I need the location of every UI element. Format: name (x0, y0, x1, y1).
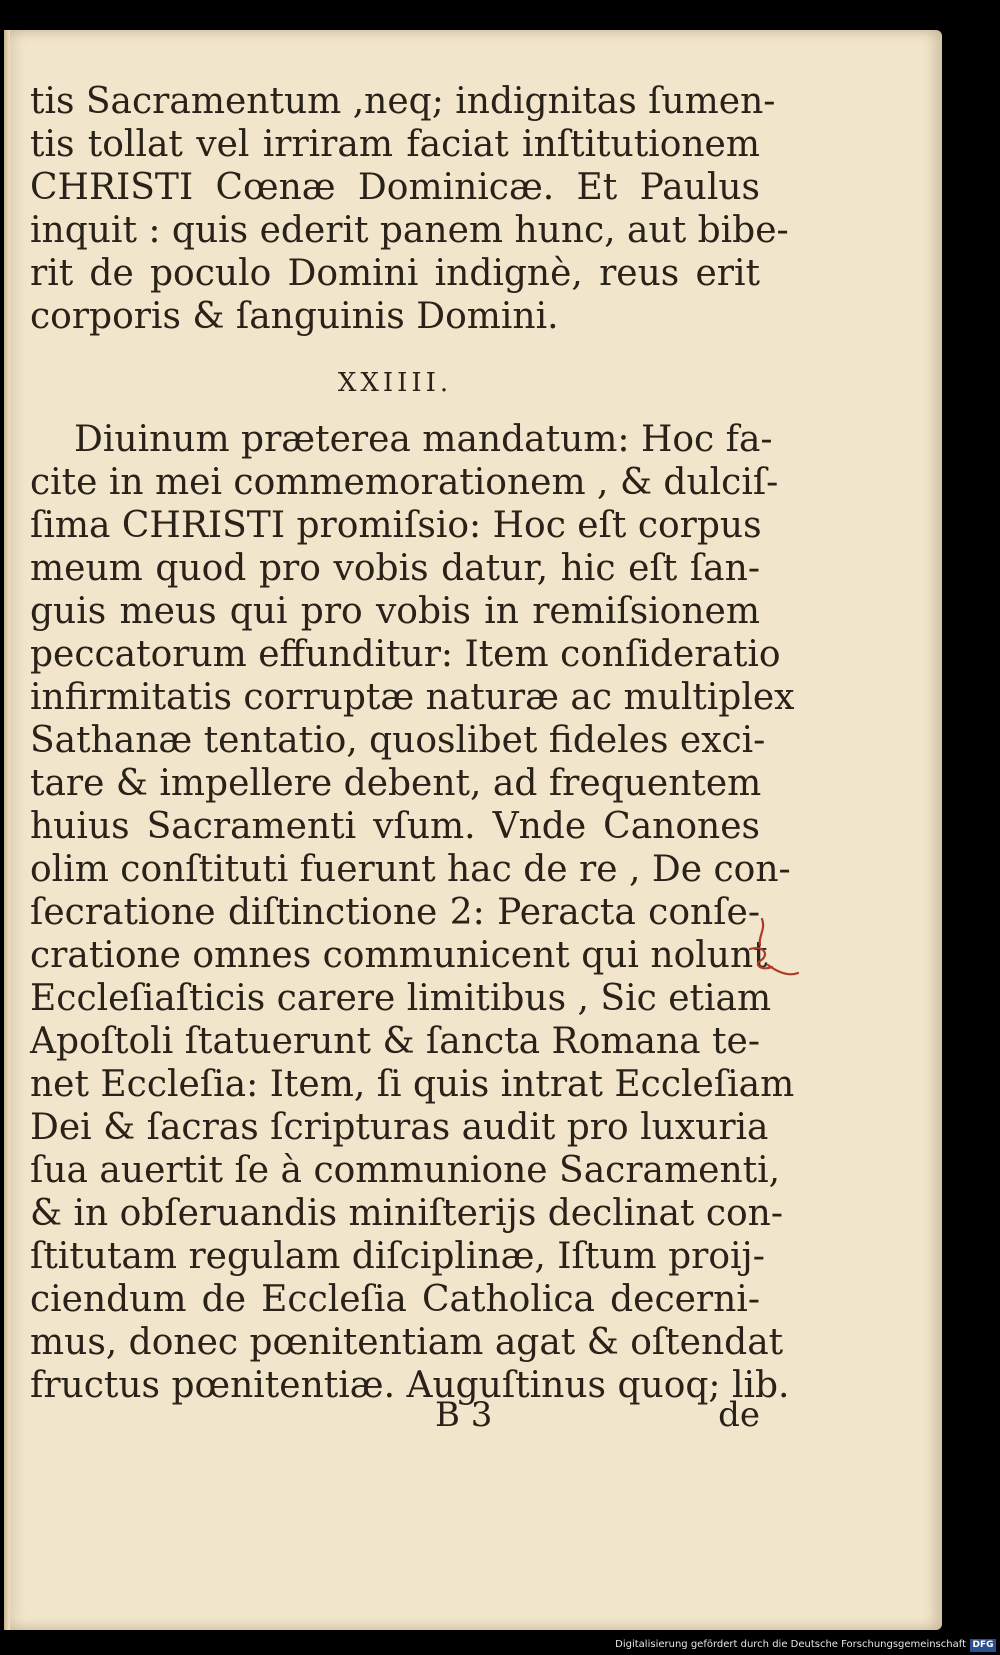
text-line: cratione omnes communicent qui nolunt (30, 935, 768, 976)
text-line: ſtitutam regulam diſciplinæ, Iſtum proij- (30, 1236, 765, 1277)
text-line: ſecratione diſtinctione 2: Peracta conſe- (30, 892, 760, 933)
signature-mark: B 3 (435, 1395, 493, 1435)
dfg-logo-icon: DFG (970, 1639, 996, 1652)
credit-text: Digitalisierung gefördert durch die Deutsche Forschungsgemeinschaft (615, 1639, 966, 1650)
text-line: mus, donec pœnitentiam agat & oſtendat (30, 1322, 784, 1363)
text-line: tis tollat vel irriram faciat inſtitutionem (30, 124, 760, 165)
text-line: Apoſtoli ſtatuerunt & ſancta Romana te- (30, 1021, 760, 1062)
page-gutter-edge (4, 30, 10, 1630)
text-line: cite in mei commemorationem , & dulciſ- (30, 462, 779, 503)
text-line: olim conſtituti fuerunt hac de re , De con- (30, 849, 791, 890)
text-line: peccatorum effunditur: Item conſideratio (30, 634, 781, 675)
page-footer-line (30, 1395, 760, 1438)
handwritten-marginal-mark (740, 915, 800, 1005)
text-line: & in obſeruandis miniſterijs declinat con- (30, 1193, 784, 1234)
text-line: Dei & ſacras ſcripturas audit pro luxuria (30, 1107, 769, 1148)
text-line: tare & impellere debent, ad frequentem (30, 763, 762, 804)
text-line: net Eccleſia: Item, ſi quis intrat Eccleſiam (30, 1064, 795, 1105)
text-line: Diuinum præterea mandatum: Hoc fa- (74, 419, 773, 460)
text-line: guis meus qui pro vobis in remiſsionem (30, 591, 760, 632)
text-line: Eccleſiaſticis carere limitibus , Sic etiam (30, 978, 772, 1019)
text-line: rit de poculo Domini indignè, reus erit (30, 253, 760, 294)
text-line: ſima CHRISTI promiſsio: Hoc eſt corpus (30, 505, 762, 546)
digitization-credit-bar (0, 1638, 1000, 1655)
text-line: corporis & ſanguinis Domini. (30, 296, 559, 337)
catchword: de (718, 1395, 760, 1435)
page-text-block (30, 80, 795, 1407)
text-line: meum quod pro vobis datur, hic eſt ſan- (30, 548, 760, 589)
text-line: ciendum de Eccleſia Catholica decerni- (30, 1279, 760, 1320)
text-line: CHRISTI Cœnæ Dominicæ. Et Paulus (30, 167, 760, 208)
text-line: infirmitatis corruptæ naturæ ac multiplex (30, 677, 795, 718)
text-line: tis Sacramentum ,neq; indignitas ſumen- (30, 81, 776, 122)
text-line: Sathanæ tentatio, quoslibet fideles exci- (30, 720, 766, 761)
text-line: huius Sacramenti vſum. Vnde Canones (30, 806, 760, 847)
text-line: inquit : quis ederit panem hunc, aut bibe- (30, 210, 789, 251)
text-line: fructus pœnitentiæ. Auguſtinus quoq; lib. (30, 1365, 790, 1406)
text-line: ſua auertit ſe à communione Sacramenti, (30, 1150, 781, 1191)
section-number-heading: XXIIII. (337, 368, 453, 398)
